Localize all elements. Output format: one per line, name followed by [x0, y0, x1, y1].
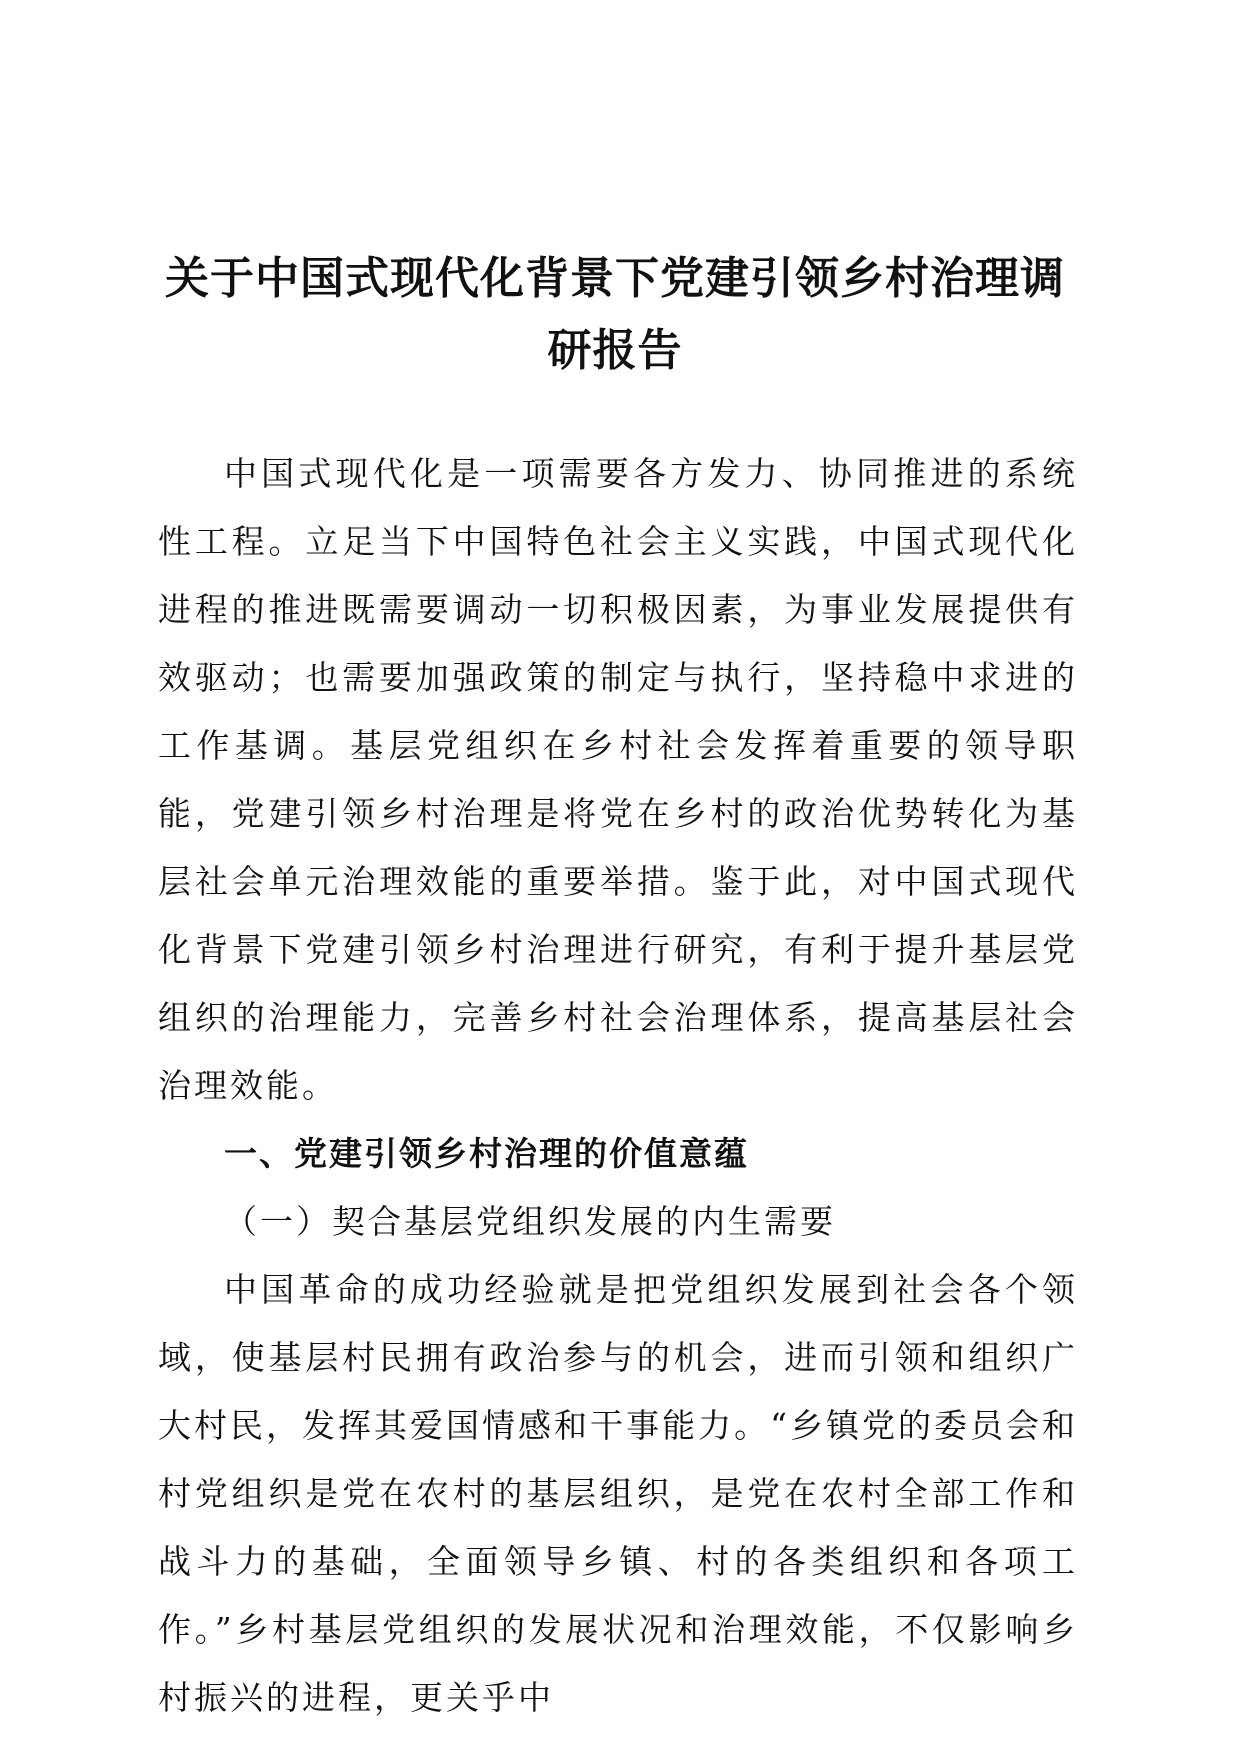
body-paragraph: 中国革命的成功经验就是把党组织发展到社会各个领域，使基层村民拥有政治参与的机会，进而引领和组织广大村民，发挥其爱国情感和干事能力。“乡镇党的委员会和村党组织是党在农村的基层组织，是党在农村全部工作和战斗力的基础，全面领导乡镇、村的各类组织和各项工作。”乡村基层党组织的发展状况和治理效能，不仅影响乡村振兴的进程，更关乎中 — [158, 1270, 1078, 1717]
intro-paragraph: 中国式现代化是一项需要各方发力、协同推进的系统性工程。立足当下中国特色社会主义实践，中国式现代化进程的推进既需要调动一切积极因素，为事业发展提供有效驱动；也需要加强政策的制定与执行，坚持稳中求进的工作基调。基层党组织在乡村社会发挥着重要的领导职能，党建引领乡村治理是将党在乡村的政治优势转化为基层社会单元治理效能的重要举措。鉴于此，对中国式现代化背景下党建引领乡村治理进行研究，有利于提升基层党组织的治理能力，完善乡村社会治理体系，提高基层社会治理效能。 — [158, 454, 1078, 1105]
document-body — [158, 440, 1078, 1732]
subsection-heading: （一）契合基层党组织发展的内生需要 — [224, 1202, 836, 1241]
document-title: 关于中国式现代化背景下党建引领乡村治理调研报告 — [165, 253, 1065, 376]
section-heading: 一、党建引领乡村治理的价值意蕴 — [224, 1134, 749, 1173]
